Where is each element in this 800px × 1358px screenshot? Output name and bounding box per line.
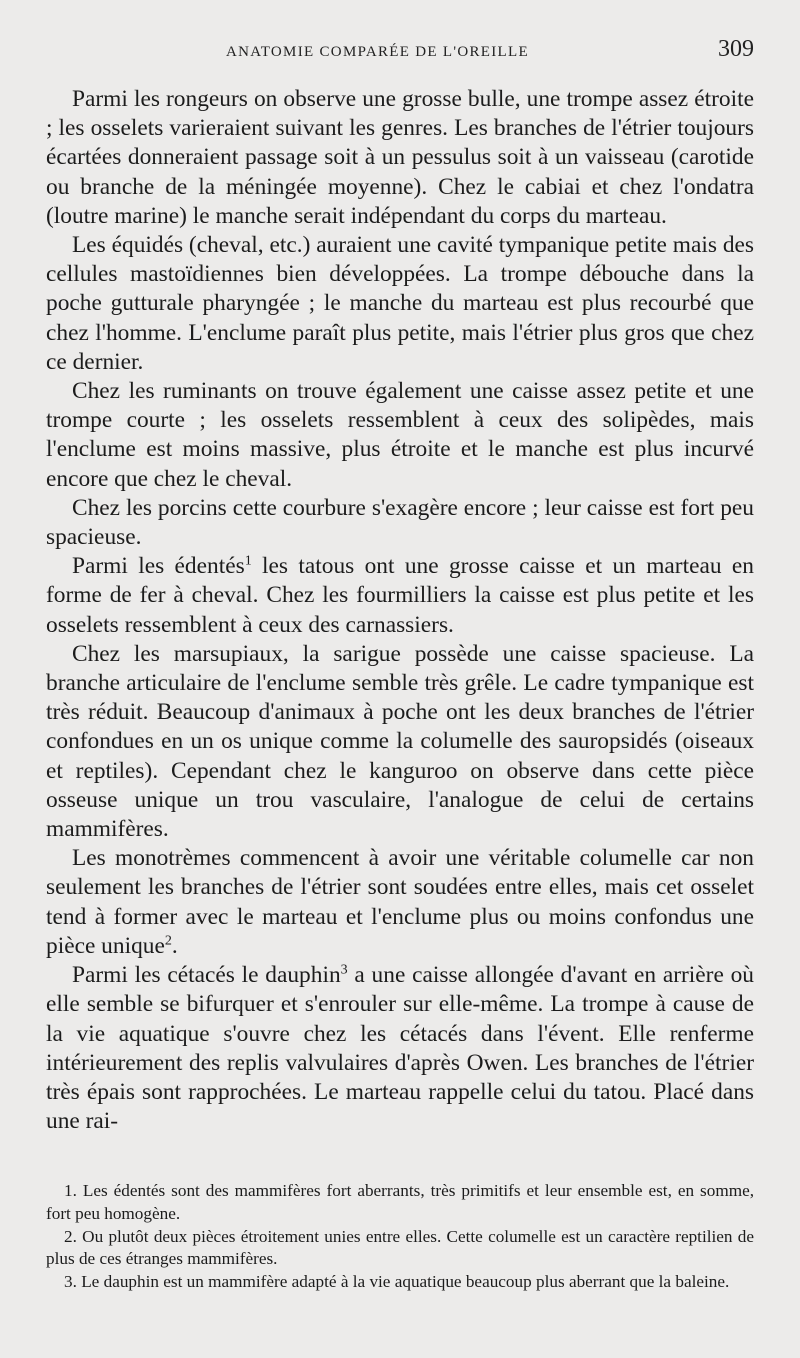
paragraph-marsupiaux: Chez les marsupiaux, la sarigue possède une caisse spacieuse. La branche articulaire de l'enclume semble très grêle. Le cadre tympanique est très réduit. Beaucoup d'animaux à poche ont les deux branches de l'étrier confondues en un os unique comme la columelle des sauropsidés (oiseaux et reptiles). Cependant chez le kanguroo on observe dans cette pièce osseuse unique un trou vasculaire, l'analogue de celui de certains mammifères. [46, 640, 754, 843]
page-header [46, 36, 754, 66]
running-title: ANATOMIE COMPARÉE DE L'OREILLE [226, 44, 529, 60]
footnote-ref-1: 1 [244, 552, 252, 569]
paragraph-rongeurs: Parmi les rongeurs on observe une grosse bulle, une trompe assez étroite ; les osselets varieraient suivant les genres. Les branches de l'étrier toujours écartées donneraient passage soit à un pessulus soit à un vaisseau (carotide ou branche de la méningée moyenne). Chez le cabiai et chez l'ondatra (loutre marine) le manche serait indépendant du corps du marteau. [46, 86, 754, 229]
main-text [46, 85, 754, 1136]
footnote-ref-2: 2 [164, 932, 172, 949]
footnote-ref-3: 3 [340, 961, 348, 978]
footnotes [46, 1180, 754, 1294]
paragraph-porcins: Chez les porcins cette courbure s'exagère encore ; leur caisse est fort peu spacieuse. [46, 494, 754, 551]
paragraph-text: a une caisse allongée d'avant en arrière où elle semble se bifurquer et s'enrouler sur elle-même. La trompe à cause de la vie aquatique s'ouvre chez les cétacés dans l'évent. Elle renferme intérieurement des replis valvulaires d'après Owen. Les branches de l'étrier très épais sont rapprochées. Le marteau rappelle celui du tatou. Placé dans une rai- [46, 962, 754, 1135]
paragraph-ruminants: Chez les ruminants on trouve également une caisse assez petite et une trompe courte ; les osselets ressemblent à ceux des solipèdes, mais l'enclume est moins massive, plus étroite et le manche est plus incurvé encore que chez le cheval. [46, 378, 754, 492]
paragraph-text: Les monotrèmes commencent à avoir une véritable columelle car non seulement les branches de l'étrier sont soudées entre elles, mais cet osselet tend à former avec le marteau et l'enclume plus ou moins confondus une pièce unique [46, 845, 754, 959]
page-number: 309 [718, 36, 754, 62]
paragraph-cetaces [46, 961, 754, 1136]
paragraph-equides: Les équidés (cheval, etc.) auraient une cavité tympanique petite mais des cellules mastoïdiennes bien développées. La trompe débouche dans la poche gutturale pharyngée ; le manche du marteau est plus recourbé que chez l'homme. L'enclume paraît plus petite, mais l'étrier plus gros que chez ce dernier. [46, 232, 754, 375]
paragraph-text: Parmi les édentés [72, 553, 245, 580]
paragraph-text: . [171, 932, 178, 959]
paragraph-text: Parmi les cétacés le dauphin [72, 962, 341, 989]
paragraph-text: les tatous ont une grosse caisse et un marteau en forme de fer à cheval. Chez les fourmilliers la caisse est plus petite et les osselets ressemblent à ceux des carnassiers. [46, 553, 754, 638]
footnote-2: 2. Ou plutôt deux pièces étroitement unies entre elles. Cette columelle est un caractère reptilien de plus de ces étranges mammifères. [46, 1226, 754, 1269]
footnote-1: 1. Les édentés sont des mammifères fort aberrants, très primitifs et leur ensemble est, en somme, fort peu homogène. [46, 1181, 754, 1223]
paragraph-edentes [46, 552, 754, 640]
footnote-3: 3. Le dauphin est un mammifère adapté à la vie aquatique beaucoup plus aberrant que la baleine. [64, 1272, 730, 1292]
paragraph-monotremes [46, 844, 754, 961]
